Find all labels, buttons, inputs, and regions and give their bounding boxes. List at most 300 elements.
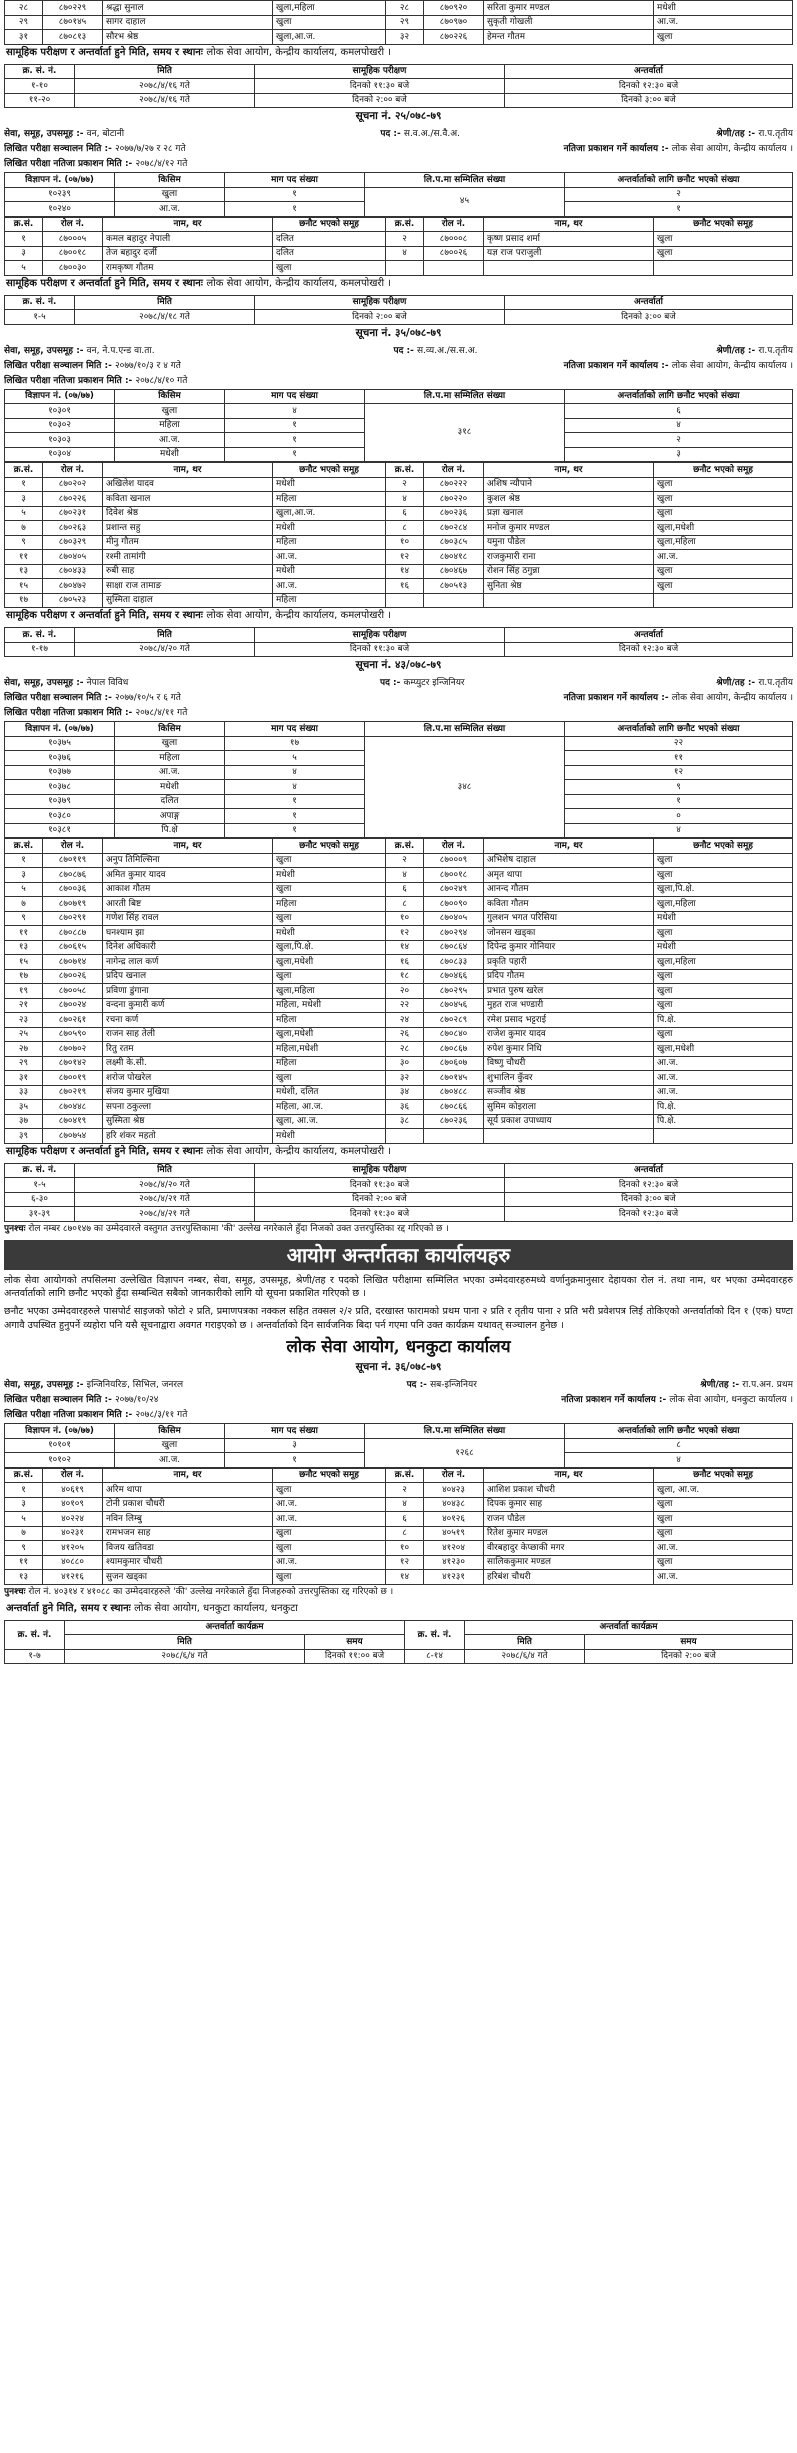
- table-row: [5, 911, 793, 926]
- dhankuta-office-title: लोक सेवा आयोग, धनकुटा कार्यालय: [286, 1337, 511, 1358]
- candidate-header: छनौट भएको समूह: [273, 217, 386, 232]
- candidate-cell: ४०१२६: [424, 1512, 484, 1527]
- candidate-cell: अमित कुमार यादव: [103, 868, 273, 883]
- candidate-cell: ५: [5, 506, 43, 521]
- candidate-cell: २: [386, 477, 424, 492]
- candidate-cell: ४०८८०: [43, 1555, 103, 1570]
- candidate-cell: ८७०२३६: [424, 506, 484, 521]
- candidate-cell: आ.ज.: [273, 1512, 386, 1527]
- advertisement-row: [5, 736, 793, 751]
- table-row: [5, 969, 793, 984]
- candidate-cell: ८७०४०५: [43, 550, 103, 565]
- notice-1-schedule-table: [4, 295, 793, 325]
- candidate-cell: अभिशेष दाहाल: [484, 853, 654, 868]
- advertisement-selected: १२: [565, 765, 793, 780]
- candidate-cell: खुला,आ.ज.: [273, 506, 386, 521]
- candidate-cell: गणेश सिंह रावल: [103, 911, 273, 926]
- notice-3-postscript: पुनश्चः रोल नम्बर ८७०१४७ का उम्मेदवारले वस्तुगत उत्तरपुस्तिकामा 'की' उल्लेख नगरेकाले हुँदा निजको उक्त उत्तरपुस्तिका रद्द गरिएको छ ।: [4, 1223, 449, 1234]
- interview-row: [5, 1649, 793, 1664]
- candidate-cell: गुलशन भगत परिसिया: [484, 911, 654, 926]
- candidate-cell: रचना कर्ण: [103, 1013, 273, 1028]
- candidate-cell: ६: [386, 1512, 424, 1527]
- advertisement-demand: ४: [225, 780, 365, 795]
- notice-3-service-row: सेवा, समूह, उपसमूह :- नेपाल विविध पद :- कम्प्युटर इन्जिनियर श्रेणी/तह :- रा.प.तृतीय: [4, 678, 793, 689]
- candidate-cell: खुला, आ.ज.: [273, 1114, 386, 1129]
- candidate-cell: पि.क्षे.: [654, 1100, 793, 1115]
- schedule-row: [5, 642, 793, 657]
- candidate-header: छनौट भएको समूह: [273, 463, 386, 478]
- notice-1-candidate-table: [4, 217, 793, 276]
- table-row: [5, 1, 793, 16]
- candidate-cell: अनुप तिमिल्सिना: [103, 853, 273, 868]
- candidate-cell: खुला: [273, 969, 386, 984]
- candidate-cell: खुला,महिला: [654, 535, 793, 550]
- schedule-cell: २०७८/४/२० गते: [75, 1178, 255, 1193]
- candidate-cell: १०: [386, 911, 424, 926]
- candidate-cell: ८७०२२६: [424, 30, 484, 45]
- candidate-cell: १५: [5, 955, 43, 970]
- schedule-cell: दिनको २:०० बजे: [255, 310, 505, 325]
- candidate-cell: आ.ज.: [654, 15, 793, 30]
- table-row: [5, 1555, 793, 1570]
- candidate-cell: ४: [386, 868, 424, 883]
- interview-left-sn: १-७: [5, 1649, 65, 1664]
- candidate-cell: राजन साह तेली: [103, 1027, 273, 1042]
- candidate-header: रोल नं.: [43, 1468, 103, 1483]
- table-row: [5, 30, 793, 45]
- candidate-cell: तेज बहादुर दर्जी: [103, 246, 273, 261]
- candidate-cell: ८: [386, 521, 424, 536]
- written-exam-count: ३१८: [365, 404, 565, 462]
- candidate-cell: रमेश प्रसाद भट्टराई: [484, 1013, 654, 1028]
- candidate-cell: सुनिता श्रेष्ठ: [484, 579, 654, 594]
- interview-right-time: दिनको २:०० बजे: [585, 1649, 793, 1664]
- candidate-cell: प्रदिप खनाल: [103, 969, 273, 984]
- candidate-cell: ८७०२९१: [43, 911, 103, 926]
- candidate-header: रोल नं.: [43, 839, 103, 854]
- candidate-cell: आ.ज.: [654, 1071, 793, 1086]
- candidate-header: नाम, थर: [103, 217, 273, 232]
- candidate-cell: ८७०४६७: [424, 564, 484, 579]
- schedule-header: मिति: [75, 64, 255, 79]
- interview-right-time-header: समय: [585, 1635, 793, 1650]
- advertisement-header: माग पद संख्या: [225, 389, 365, 404]
- advertisement-demand: १: [225, 418, 365, 433]
- schedule-row: [5, 79, 793, 94]
- table-row: [5, 998, 793, 1013]
- advertisement-type: मधेशी: [115, 447, 225, 462]
- candidate-cell: खुला: [654, 1027, 793, 1042]
- candidate-cell: २३: [5, 1013, 43, 1028]
- candidate-cell: वीरबहादुर केप्छाकी मगर: [484, 1541, 654, 1556]
- schedule-header: सामूहिक परीक्षण: [255, 1163, 505, 1178]
- candidate-cell: ४: [386, 1497, 424, 1512]
- candidate-cell: ८७०९२०: [424, 1, 484, 16]
- advertisement-row: [5, 404, 793, 419]
- candidate-cell: ८७००२६: [424, 246, 484, 261]
- candidate-cell: ८७०३८५: [424, 535, 484, 550]
- schedule-cell: दिनको १२:३० बजे: [505, 1178, 793, 1193]
- advertisement-number: १०३७८: [5, 780, 115, 795]
- advertisement-type: महिला: [115, 751, 225, 766]
- candidate-cell: ८७०९७०: [424, 15, 484, 30]
- candidate-cell: १९: [5, 984, 43, 999]
- candidate-cell: १: [5, 1483, 43, 1498]
- schedule-cell: २०७८/४/२१ गते: [75, 1192, 255, 1207]
- candidate-cell: ८७०२६१: [43, 1013, 103, 1028]
- candidate-cell: खुला,महिला: [273, 1, 386, 16]
- table-row: [5, 955, 793, 970]
- candidate-cell: खुला: [654, 853, 793, 868]
- candidate-header: नाम, थर: [484, 839, 654, 854]
- candidate-cell: ६: [386, 506, 424, 521]
- candidate-cell: [386, 261, 424, 276]
- table-row: [5, 506, 793, 521]
- candidate-cell: मधेशी: [273, 477, 386, 492]
- candidate-cell: ८७०८६७: [424, 1042, 484, 1057]
- advertisement-number: १०३८१: [5, 823, 115, 838]
- advertisement-header: लि.प.मा सम्मिलित संख्या: [365, 1424, 565, 1439]
- candidate-cell: सरिता कुमार मण्डल: [484, 1, 654, 16]
- candidate-cell: प्रशान्त सहु: [103, 521, 273, 536]
- candidate-cell: यज्ञ राज पराजुली: [484, 246, 654, 261]
- candidate-header: रोल नं.: [43, 217, 103, 232]
- table-row: [5, 564, 793, 579]
- advertisement-header: किसिम: [115, 1424, 225, 1439]
- candidate-cell: खुला: [654, 564, 793, 579]
- candidate-cell: [386, 593, 424, 608]
- candidate-cell: राजेश कुमार यादव: [484, 1027, 654, 1042]
- candidate-header: नाम, थर: [103, 839, 273, 854]
- candidate-cell: ८७०४६६: [424, 969, 484, 984]
- schedule-cell: ३१-३९: [5, 1207, 75, 1222]
- advertisement-selected: २: [565, 433, 793, 448]
- candidate-cell: सागर दाहाल: [103, 15, 273, 30]
- notice-2-candidate-table: [4, 462, 793, 608]
- candidate-cell: ७: [5, 1526, 43, 1541]
- candidate-cell: ११: [5, 926, 43, 941]
- candidate-cell: प्रदिप गौतम: [484, 969, 654, 984]
- schedule-row: [5, 1178, 793, 1193]
- candidate-cell: आ.ज.: [273, 1555, 386, 1570]
- interview-left-time: दिनको ११:०० बजे: [305, 1649, 405, 1664]
- candidate-cell: ८७०१४५: [424, 1071, 484, 1086]
- candidate-cell: ३४: [386, 1085, 424, 1100]
- candidate-cell: १७: [5, 969, 43, 984]
- schedule-cell: १-५: [5, 1178, 75, 1193]
- written-exam-count: ३४८: [365, 736, 565, 838]
- schedule-cell: दिनको ११:३० बजे: [255, 642, 505, 657]
- candidate-cell: ८७०८८७: [43, 926, 103, 941]
- notice-3-group-exam-heading: सामूहिक परीक्षण र अन्तर्वार्ता हुने मिति, समय र स्थानः लोक सेवा आयोग, केन्द्रीय कार्यालय, कमलपोखरी ।: [6, 1145, 392, 1157]
- candidate-header: क्र.सं.: [5, 839, 43, 854]
- candidate-cell: हरिबंश चौधरी: [484, 1570, 654, 1585]
- candidate-cell: ८७०५९०: [43, 1027, 103, 1042]
- interview-left-program-header: अन्तर्वार्ता कार्यक्रम: [65, 1620, 405, 1635]
- intro-paragraph-2: छनौट भएका उम्मेदवारहरुले पासपोर्ट साइजको फोटो २ प्रति, प्रमाणपत्रका नक्कल सहित तक्सल २/२ प्रति, दरखास्त फारामको प्रथम पाना २ प्रति र तृतीय पाना २ प्रति भरी प्रवेशपत्र लिई तोकिएको अन्तर्वार्ताको दिन १ (एक) घण्टा अगावै उपस्थित हुनुपर्ने व्यहोरा पनि यसै सूचनाद्वारा अवगत गराइएको छ । अन्तर्वार्ताको दिन सार्वजनिक बिदा पर्न गएमा पनि उक्त कार्यक्रम यथावत् सञ्चालन हुनेछ ।: [4, 1306, 793, 1332]
- candidate-cell: खुला: [273, 1541, 386, 1556]
- candidate-cell: खुला: [654, 232, 793, 247]
- schedule-cell: दिनको ११:३० बजे: [255, 1178, 505, 1193]
- schedule-header: क्र. सं. नं.: [5, 628, 75, 643]
- candidate-cell: मुहत राज भण्डारी: [484, 998, 654, 1013]
- candidate-cell: ३२: [386, 1071, 424, 1086]
- candidate-cell: ७: [5, 521, 43, 536]
- candidate-cell: ८७०३२९: [43, 535, 103, 550]
- candidate-cell: खुला: [273, 1071, 386, 1086]
- advertisement-header: विज्ञापन नं. (०७/७७): [5, 1424, 115, 1439]
- table-row: [5, 477, 793, 492]
- candidate-header: क्र.सं.: [386, 217, 424, 232]
- interview-right-sn-header: क्र. सं. नं.: [405, 1620, 465, 1649]
- written-exam-count: ४५: [365, 187, 565, 216]
- candidate-cell: ८७०४४८: [43, 1100, 103, 1115]
- notice-4-title: सूचना नं. ३६/०७८-७९: [355, 1361, 442, 1374]
- candidate-cell: आ.ज.: [654, 1541, 793, 1556]
- candidate-cell: ८७००१९: [43, 1071, 103, 1086]
- candidate-cell: २१: [5, 998, 43, 1013]
- table-row: [5, 940, 793, 955]
- candidate-cell: ८७००३०: [43, 261, 103, 276]
- table-row: [5, 868, 793, 883]
- advertisement-demand: १: [225, 447, 365, 462]
- advertisement-selected: १: [565, 794, 793, 809]
- candidate-cell: ८७०४३३: [43, 564, 103, 579]
- candidate-cell: महिला: [273, 492, 386, 507]
- candidate-cell: ८७०२२२: [424, 477, 484, 492]
- candidate-cell: ३१: [5, 30, 43, 45]
- candidate-cell: खुला: [654, 1526, 793, 1541]
- candidate-cell: ८७००३६: [43, 882, 103, 897]
- candidate-cell: ८७०११९: [43, 853, 103, 868]
- schedule-header: सामूहिक परीक्षण: [255, 295, 505, 310]
- candidate-cell: ८७०८१३: [43, 30, 103, 45]
- candidate-cell: शरोज पोखरेल: [103, 1071, 273, 1086]
- candidate-cell: २८: [5, 1, 43, 16]
- candidate-cell: खुला, आ.ज.: [654, 1483, 793, 1498]
- table-row: [5, 15, 793, 30]
- advertisement-selected: ११: [565, 751, 793, 766]
- candidate-cell: २८: [386, 1, 424, 16]
- advertisement-selected: २२: [565, 736, 793, 751]
- candidate-cell: ८७०४८८: [424, 1085, 484, 1100]
- table-row: [5, 1541, 793, 1556]
- candidate-cell: अरिम थापा: [103, 1483, 273, 1498]
- advertisement-type: खुला: [115, 187, 225, 202]
- notice-3-schedule-table: [4, 1163, 793, 1222]
- candidate-cell: शुभालिन कुँवर: [484, 1071, 654, 1086]
- candidate-cell: ५: [5, 882, 43, 897]
- candidate-cell: ८७०२९५: [424, 984, 484, 999]
- candidate-cell: नागेन्द्र लाल कर्ण: [103, 955, 273, 970]
- table-row: [5, 1570, 793, 1585]
- candidate-cell: रुबी साह: [103, 564, 273, 579]
- candidate-cell: आकाश गौतम: [103, 882, 273, 897]
- candidate-header: छनौट भएको समूह: [273, 1468, 386, 1483]
- notice-3-written-row: लिखित परीक्षा सञ्चालन मिति :- २०७७/१०/५ र ६ गते नतिजा प्रकाशन गर्ने कार्यालय :- लोक सेवा आयोग, केन्द्रीय कार्यालय ।: [4, 693, 793, 704]
- candidate-header: रोल नं.: [424, 1468, 484, 1483]
- candidate-cell: मनोज कुमार मण्डल: [484, 521, 654, 536]
- candidate-header: क्र.सं.: [386, 839, 424, 854]
- candidate-cell: रितेश कुमार मण्डल: [484, 1526, 654, 1541]
- candidate-cell: महिला: [273, 897, 386, 912]
- candidate-cell: २९: [5, 15, 43, 30]
- candidate-cell: दिवेश श्रेष्ठ: [103, 506, 273, 521]
- candidate-cell: १५: [5, 579, 43, 594]
- schedule-cell: ६-३०: [5, 1192, 75, 1207]
- advertisement-demand: ५: [225, 751, 365, 766]
- candidate-cell: आ.ज.: [654, 550, 793, 565]
- schedule-table-1: [4, 64, 793, 109]
- candidate-cell: आरती बिष्ट: [103, 897, 273, 912]
- table-row: [5, 492, 793, 507]
- candidate-cell: २२: [386, 998, 424, 1013]
- candidate-cell: १३: [5, 564, 43, 579]
- candidate-cell: ८७०५२३: [43, 593, 103, 608]
- candidate-cell: ८७००१८: [424, 868, 484, 883]
- candidate-cell: सुजन खड्का: [103, 1570, 273, 1585]
- candidate-cell: २: [386, 232, 424, 247]
- group-exam-heading: सामूहिक परीक्षण र अन्तर्वार्ता हुने मिति, समय र स्थानः लोक सेवा आयोग, केन्द्रीय कार्यालय, कमलपोखरी ।: [6, 46, 392, 58]
- candidate-cell: खुला: [273, 853, 386, 868]
- candidate-cell: श्यामकुमार चौधरी: [103, 1555, 273, 1570]
- schedule-cell: दिनको ११:३० बजे: [255, 79, 505, 94]
- candidate-cell: ८७०१४२: [43, 1056, 103, 1071]
- candidate-cell: सुमिम कोइराला: [484, 1100, 654, 1115]
- notice-2-title: सूचना नं. ३५/०७८-७९: [355, 326, 442, 339]
- schedule-header: मिति: [75, 628, 255, 643]
- candidate-cell: दलित: [273, 246, 386, 261]
- candidate-header: छनौट भएको समूह: [654, 1468, 793, 1483]
- candidate-cell: ८७०७५४: [43, 1129, 103, 1144]
- candidate-cell: ५: [5, 1512, 43, 1527]
- candidate-cell: मधेशी: [654, 911, 793, 926]
- candidate-header: रोल नं.: [424, 217, 484, 232]
- notice-1-group-exam-heading: सामूहिक परीक्षण र अन्तर्वार्ता हुने मिति, समय र स्थानः लोक सेवा आयोग, केन्द्रीय कार्यालय, कमलपोखरी ।: [6, 277, 392, 289]
- candidate-cell: विजय खतिवडा: [103, 1541, 273, 1556]
- candidate-cell: ६: [386, 882, 424, 897]
- candidate-cell: २६: [386, 1027, 424, 1042]
- candidate-cell: ८७०४७२: [43, 579, 103, 594]
- candidate-cell: ९: [5, 535, 43, 550]
- table-row: [5, 1013, 793, 1028]
- table-row: [5, 1129, 793, 1144]
- candidate-header: छनौट भएको समूह: [654, 217, 793, 232]
- candidate-header: छनौट भएको समूह: [654, 839, 793, 854]
- advertisement-header: किसिम: [115, 722, 225, 737]
- candidate-cell: अखिलेश यादव: [103, 477, 273, 492]
- notice-2-advertisement-table: [4, 389, 793, 463]
- notice-2-written-row: लिखित परीक्षा सञ्चालन मिति :- २०७७/१०/३ र ४ गते नतिजा प्रकाशन गर्ने कार्यालय :- लोक सेवा आयोग, केन्द्रीय कार्यालय ।: [4, 360, 793, 371]
- candidate-header: क्र.सं.: [5, 217, 43, 232]
- candidate-cell: ९: [5, 911, 43, 926]
- advertisement-selected: १: [565, 202, 793, 217]
- schedule-row: [5, 1207, 793, 1222]
- candidate-cell: रामकृष्ण गौतम: [103, 261, 273, 276]
- notice-1-service-row: सेवा, समूह, उपसमूह :- वन, बोटानी पद :- स.व.अ./स.वै.अ. श्रेणी/तह :- रा.प.तृतीय: [4, 129, 793, 140]
- candidate-cell: ४०४२३: [424, 1483, 484, 1498]
- advertisement-type: आ.ज.: [115, 202, 225, 217]
- schedule-header: अन्तर्वार्ता: [505, 1163, 793, 1178]
- advertisement-demand: ४: [225, 765, 365, 780]
- schedule-header: अन्तर्वार्ता: [505, 295, 793, 310]
- candidate-cell: ८७०८६४: [424, 940, 484, 955]
- candidate-header: छनौट भएको समूह: [273, 839, 386, 854]
- schedule-header: सामूहिक परीक्षण: [255, 628, 505, 643]
- schedule-cell: दिनको ११:३० बजे: [255, 1207, 505, 1222]
- table-row: [5, 1483, 793, 1498]
- candidate-cell: सूर्य प्रकाश उपाध्याय: [484, 1114, 654, 1129]
- notice-2-service-row: सेवा, समूह, उपसमूह :- वन, ने.प.एन्ड वा.ता. पद :- स.व्य.अ./स.स.अ. श्रेणी/तह :- रा.प.तृतीय: [4, 345, 793, 356]
- candidate-cell: दिनेश अधिकारी: [103, 940, 273, 955]
- candidate-header: छनौट भएको समूह: [654, 463, 793, 478]
- table-row: [5, 853, 793, 868]
- candidate-cell: सुकृती गोखली: [484, 15, 654, 30]
- candidate-cell: खुला: [654, 998, 793, 1013]
- table-row: [5, 1085, 793, 1100]
- schedule-header: मिति: [75, 1163, 255, 1178]
- candidate-cell: टोनी प्रकाश चौधरी: [103, 1497, 273, 1512]
- schedule-cell: दिनको २:०० बजे: [255, 93, 505, 108]
- candidate-cell: ४१२३१: [424, 1570, 484, 1585]
- advertisement-row: [5, 187, 793, 202]
- table-row: [5, 521, 793, 536]
- advertisement-header: किसिम: [115, 389, 225, 404]
- candidate-cell: १४: [386, 564, 424, 579]
- candidate-cell: ३: [5, 246, 43, 261]
- table-row: [5, 1027, 793, 1042]
- candidate-cell: ८: [386, 1526, 424, 1541]
- candidate-cell: महिला: [273, 535, 386, 550]
- advertisement-demand: १: [225, 1453, 365, 1468]
- candidate-cell: प्रविणा डुंगाना: [103, 984, 273, 999]
- advertisement-demand: १: [225, 433, 365, 448]
- candidate-cell: ४१२१६: [43, 1570, 103, 1585]
- advertisement-number: १०३०४: [5, 447, 115, 462]
- schedule-cell: दिनको ३:०० बजे: [505, 1192, 793, 1207]
- advertisement-header: विज्ञापन नं. (०७/७७): [5, 722, 115, 737]
- notice-1-written-row: लिखित परीक्षा सञ्चालन मिति :- २०७७/७/२७ र २८ गते नतिजा प्रकाशन गर्ने कार्यालय :- लोक सेवा आयोग, केन्द्रीय कार्यालय ।: [4, 144, 793, 155]
- schedule-cell: दिनको २:०० बजे: [255, 1192, 505, 1207]
- candidate-cell: ७: [5, 897, 43, 912]
- advertisement-demand: १: [225, 794, 365, 809]
- candidate-cell: २: [386, 853, 424, 868]
- notice-4-advertisement-table: [4, 1423, 793, 1468]
- candidate-cell: राजन पौडेल: [484, 1512, 654, 1527]
- candidate-cell: खुला: [654, 30, 793, 45]
- notice-4-interview-table: [4, 1620, 793, 1665]
- candidate-cell: ३: [5, 868, 43, 883]
- candidate-cell: सपना ठकुल्ला: [103, 1100, 273, 1115]
- notice-1-result-row: लिखित परीक्षा नतिजा प्रकाशन मिति :- २०७८/४/१२ गते: [4, 159, 188, 170]
- candidate-cell: खुला,महिला: [654, 955, 793, 970]
- candidate-cell: ३५: [5, 1100, 43, 1115]
- candidate-cell: ८७०४१९: [43, 1114, 103, 1129]
- advertisement-demand: १: [225, 187, 365, 202]
- candidate-cell: ३२: [386, 30, 424, 45]
- advertisement-type: मधेशी: [115, 780, 225, 795]
- candidate-cell: ४१२३०: [424, 1555, 484, 1570]
- notice-1-advertisement-table: [4, 172, 793, 217]
- schedule-header: अन्तर्वार्ता: [505, 628, 793, 643]
- interview-left-date-header: मिति: [65, 1635, 305, 1650]
- candidate-cell: ८७०००५: [43, 232, 103, 247]
- candidate-cell: ४०२२४: [43, 1512, 103, 1527]
- candidate-cell: दलित: [273, 232, 386, 247]
- table-row: [5, 550, 793, 565]
- candidate-cell: १६: [386, 955, 424, 970]
- candidate-cell: ८७०२८४: [424, 521, 484, 536]
